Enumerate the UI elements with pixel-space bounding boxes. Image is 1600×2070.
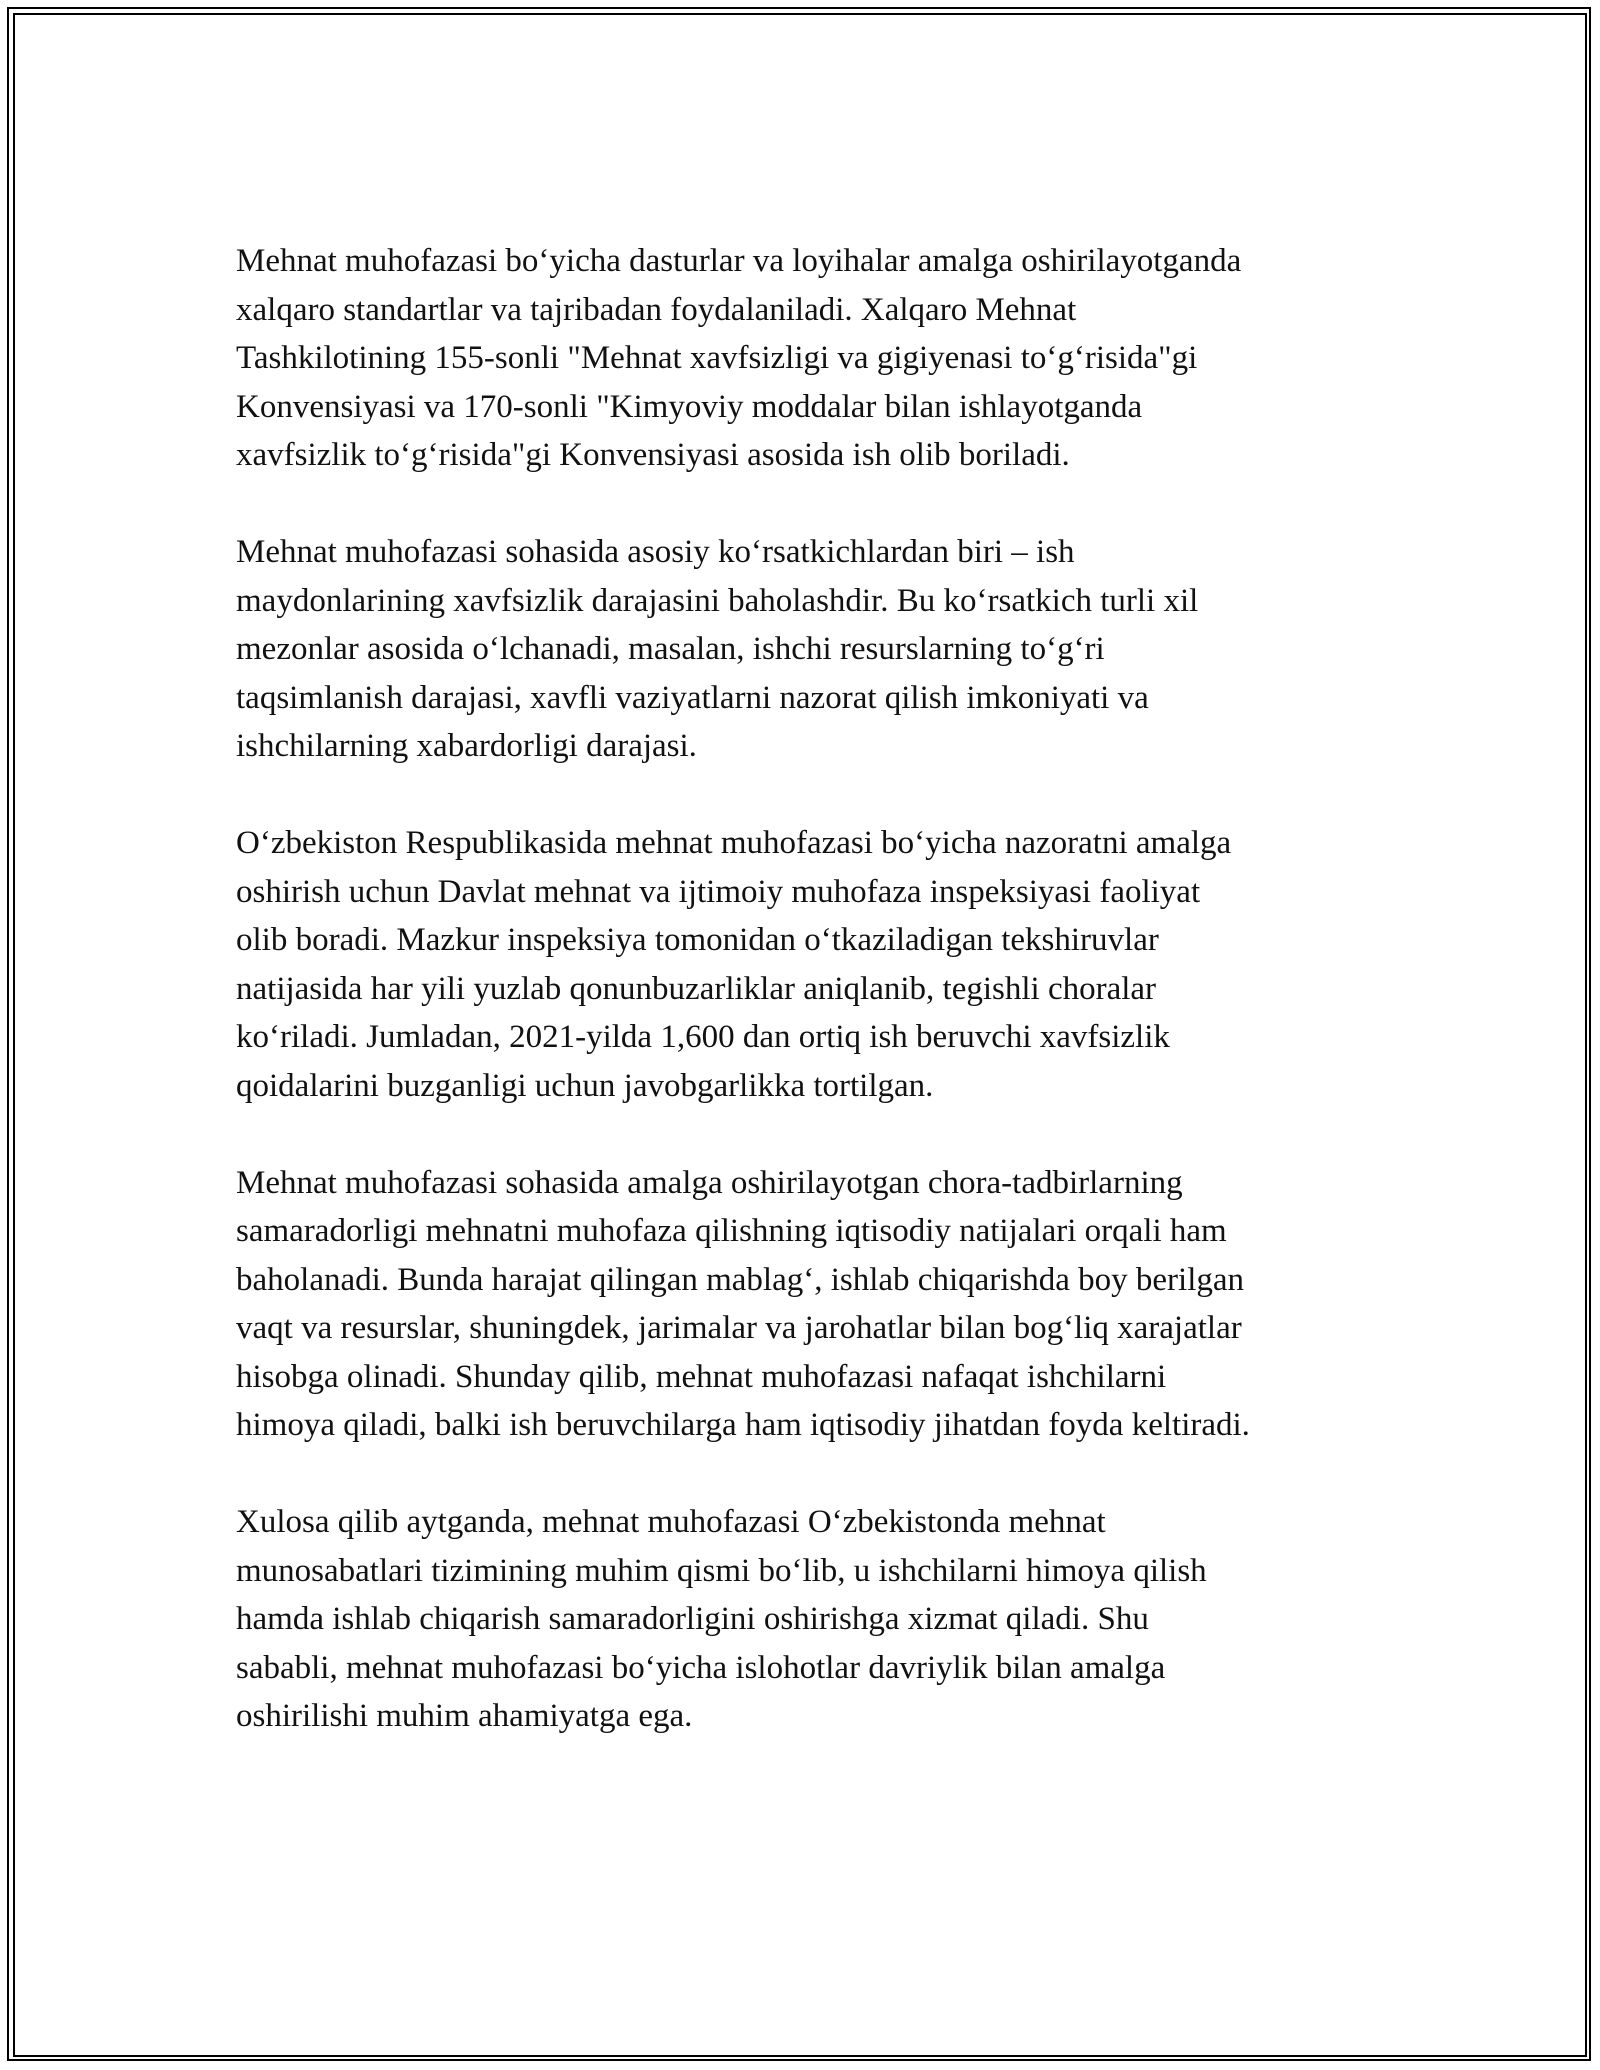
paragraph-international-standards: Mehnat muhofazasi bo‘yicha dasturlar va loyihalar amalga oshirilayotganda xalqaro standartlar va tajribadan foydalaniladi. Xalqaro Mehnat Tashkilotining 155-sonli "Mehnat xavfsizligi va gigiyenasi to‘g‘risida"gi Konvensiyasi va 170-sonli "Kimyoviy moddalar bilan ishlayotganda xavfsizlik to‘g‘risida"gi Konvensiyasi asosida ish olib boriladi.	[236, 243, 1242, 473]
paragraph-economic-efficiency: Mehnat muhofazasi sohasida amalga oshirilayotgan chora-tadbirlarning samaradorligi mehnatni muhofaza qilishning iqtisodiy natijalari orqali ham baholanadi. Bunda harajat qilingan mablag‘, ishlab chiqarishda boy berilgan vaqt va resurslar, shuningdek, jarimalar va jarohatlar bilan bog‘liq xarajatlar hisobga olinadi. Shunday qilib, mehnat muhofazasi nafaqat ishchilarni himoya qiladi, balki ish beruvchilarga ham iqtisodiy jihatdan foyda keltiradi.	[236, 1164, 1250, 1443]
paragraph-conclusion: Xulosa qilib aytganda, mehnat muhofazasi O‘zbekistonda mehnat munosabatlari tizimining muhim qismi bo‘lib, u ishchilarni himoya qilish hamda ishlab chiqarish samaradorligini oshirishga xizmat qiladi. Shu sababli, mehnat muhofazasi bo‘yicha islohotlar davriylik bilan amalga oshirilishi muhim ahamiyatga ega.	[236, 1504, 1207, 1734]
paragraph-safety-indicators: Mehnat muhofazasi sohasida asosiy ko‘rsatkichlardan biri – ish maydonlarining xavfsizlik darajasini baholashdir. Bu ko‘rsatkich turli xil mezonlar asosida o‘lchanadi, masalan, ishchi resurslarning to‘g‘ri taqsimlanish darajasi, xavfli vaziyatlarni nazorat qilish imkoniyati va ishchilarning xabardorligi darajasi.	[236, 534, 1199, 764]
document-body	[236, 237, 1376, 1789]
paragraph-state-inspection: O‘zbekiston Respublikasida mehnat muhofazasi bo‘yicha nazoratni amalga oshirish uchun Davlat mehnat va ijtimoiy muhofaza inspeksiyasi faoliyat olib boradi. Mazkur inspeksiya tomonidan o‘tkaziladigan tekshiruvlar natijasida har yili yuzlab qonunbuzarliklar aniqlanib, tegishli choralar ko‘riladi. Jumladan, 2021-yilda 1,600 dan ortiq ish beruvchi xavfsizlik qoidalarini buzganligi uchun javobgarlikka tortilgan.	[236, 825, 1232, 1104]
